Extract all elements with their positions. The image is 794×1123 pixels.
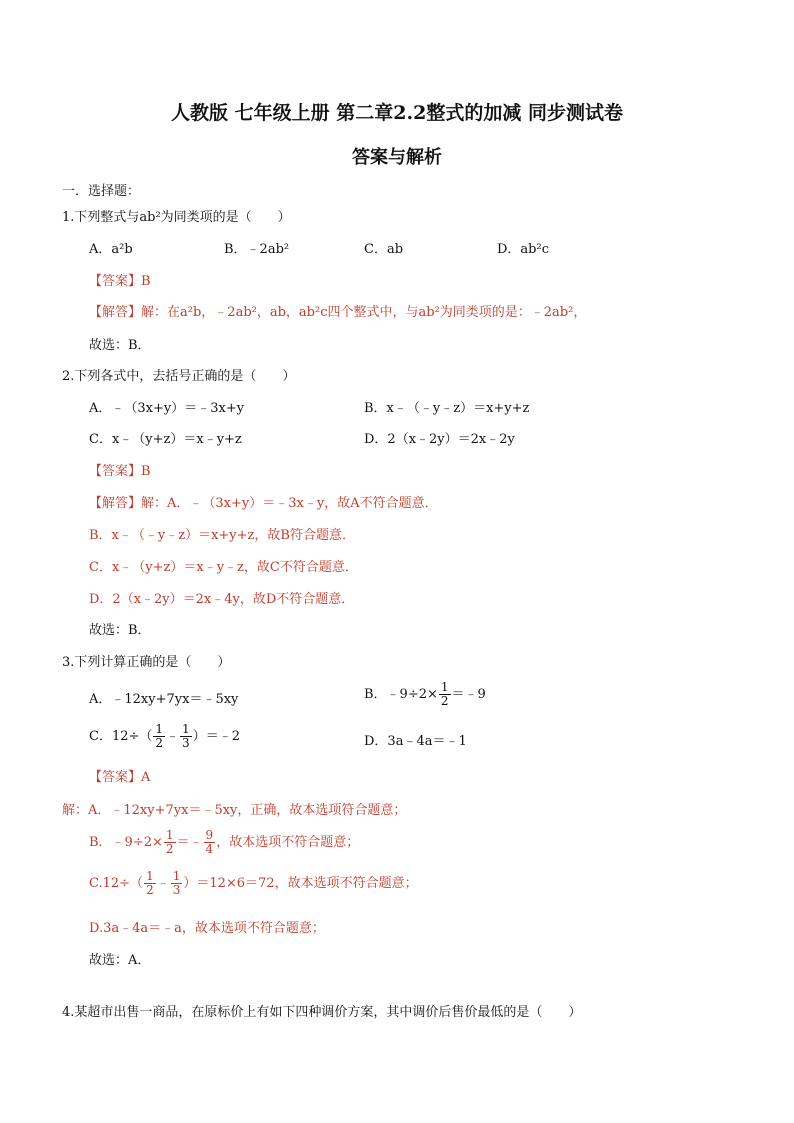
q2-option-d: D．2（x﹣2y）＝2x﹣2y [364, 432, 515, 447]
fraction-one-half: $\frac{1}{2}$ [155, 722, 164, 750]
q1-conclusion: 故选：B． [89, 338, 151, 353]
page-title: 人教版 七年级上册 第二章2.2整式的加减 同步测试卷 [171, 102, 623, 124]
section-heading: 一．选择题： [62, 184, 141, 199]
q1-option-a: A．a²b [89, 242, 133, 257]
q2-analysis-tag: 【解答】 [89, 496, 142, 511]
q1-analysis-text: 解：在a²b，﹣2ab²，ab，ab²c四个整式中，与ab²为同类项的是：﹣2ab²， [141, 305, 587, 320]
fraction-one-half: $\frac{1}{2}$ [440, 680, 449, 708]
q2-analysis [89, 495, 438, 513]
q2-option-b: B．x﹣（﹣y﹣z）＝x+y+z [364, 401, 530, 416]
q2-analysis-text: 解：A．﹣（3x+y）＝﹣3x﹣y，故A不符合题意． [141, 496, 438, 511]
q2-analysis-line-d: D．2（x﹣2y）＝2x﹣4y，故D不符合题意． [89, 592, 355, 607]
q3-stem: 3.下列计算正确的是（ ） [62, 655, 231, 670]
q3-option-b: B．﹣9÷2× $\frac{1}{2}$ ＝﹣9 [364, 680, 486, 708]
q1-analysis-tag: 【解答】 [89, 305, 142, 320]
q3-option-d: D．3a﹣4a＝﹣1 [364, 734, 467, 749]
q1-option-b: B．﹣2ab² [224, 242, 290, 257]
q2-analysis-line-c: C．x﹣（y+z）＝x﹣y﹣z，故C不符合题意． [89, 560, 358, 575]
q2-conclusion: 故选：B． [89, 623, 151, 638]
q3-option-c: C．12÷（ $\frac{1}{2}$ ﹣ $\frac{1}{3}$ ）＝﹣2 [89, 722, 240, 750]
q2-answer: 【答案】B [89, 464, 151, 479]
q3-conclusion: 故选：A． [89, 953, 151, 968]
q3-answer: 【答案】A [89, 770, 151, 785]
q1-option-d: D．ab²c [497, 242, 549, 257]
q1-answer: 【答案】B [89, 274, 151, 289]
fraction-one-third: $\frac{1}{3}$ [172, 869, 181, 897]
page-subtitle: 答案与解析 [352, 147, 442, 168]
q3-solution-b: B．﹣9÷2× $\frac{1}{2}$ ＝﹣ $\frac{9}{4}$ ，故本选项不符合题意； [89, 828, 360, 856]
fraction-nine-fourths: $\frac{9}{4}$ [205, 828, 214, 856]
q2-stem: 2.下列各式中，去括号正确的是（ ） [62, 369, 296, 384]
q3-solution-d: D.3a﹣4a＝﹣a，故本选项不符合题意； [89, 921, 325, 936]
q3-solution-a: 解：A．﹣12xy+7yx＝﹣5xy，正确，故本选项符合题意； [62, 803, 407, 818]
q1-analysis [89, 304, 586, 322]
q3-option-a: A．﹣12xy+7yx＝﹣5xy [89, 692, 239, 707]
fraction-one-half: $\frac{1}{2}$ [165, 828, 174, 856]
q2-option-a: A．﹣（3x+y）＝﹣3x+y [89, 401, 245, 416]
q1-option-c: C．ab [364, 242, 404, 257]
fraction-one-third: $\frac{1}{3}$ [182, 722, 190, 750]
q2-option-c: C．x﹣（y+z）＝x﹣y+z [89, 432, 242, 447]
q2-analysis-line-b: B．x﹣（﹣y﹣z）＝x+y+z，故B符合题意． [89, 528, 355, 543]
fraction-one-half: $\frac{1}{2}$ [146, 869, 154, 897]
q1-stem: 1.下列整式与ab²为同类项的是（ ） [62, 210, 291, 225]
q3-solution-c: C.12÷（ $\frac{1}{2}$ ﹣ $\frac{1}{3}$ ）＝12×6＝72，故本选项不符合题意； [89, 869, 418, 897]
q4-stem: 4.某超市出售一商品，在原标价上有如下四种调价方案，其中调价后售价最低的是（ ） [62, 1005, 582, 1020]
